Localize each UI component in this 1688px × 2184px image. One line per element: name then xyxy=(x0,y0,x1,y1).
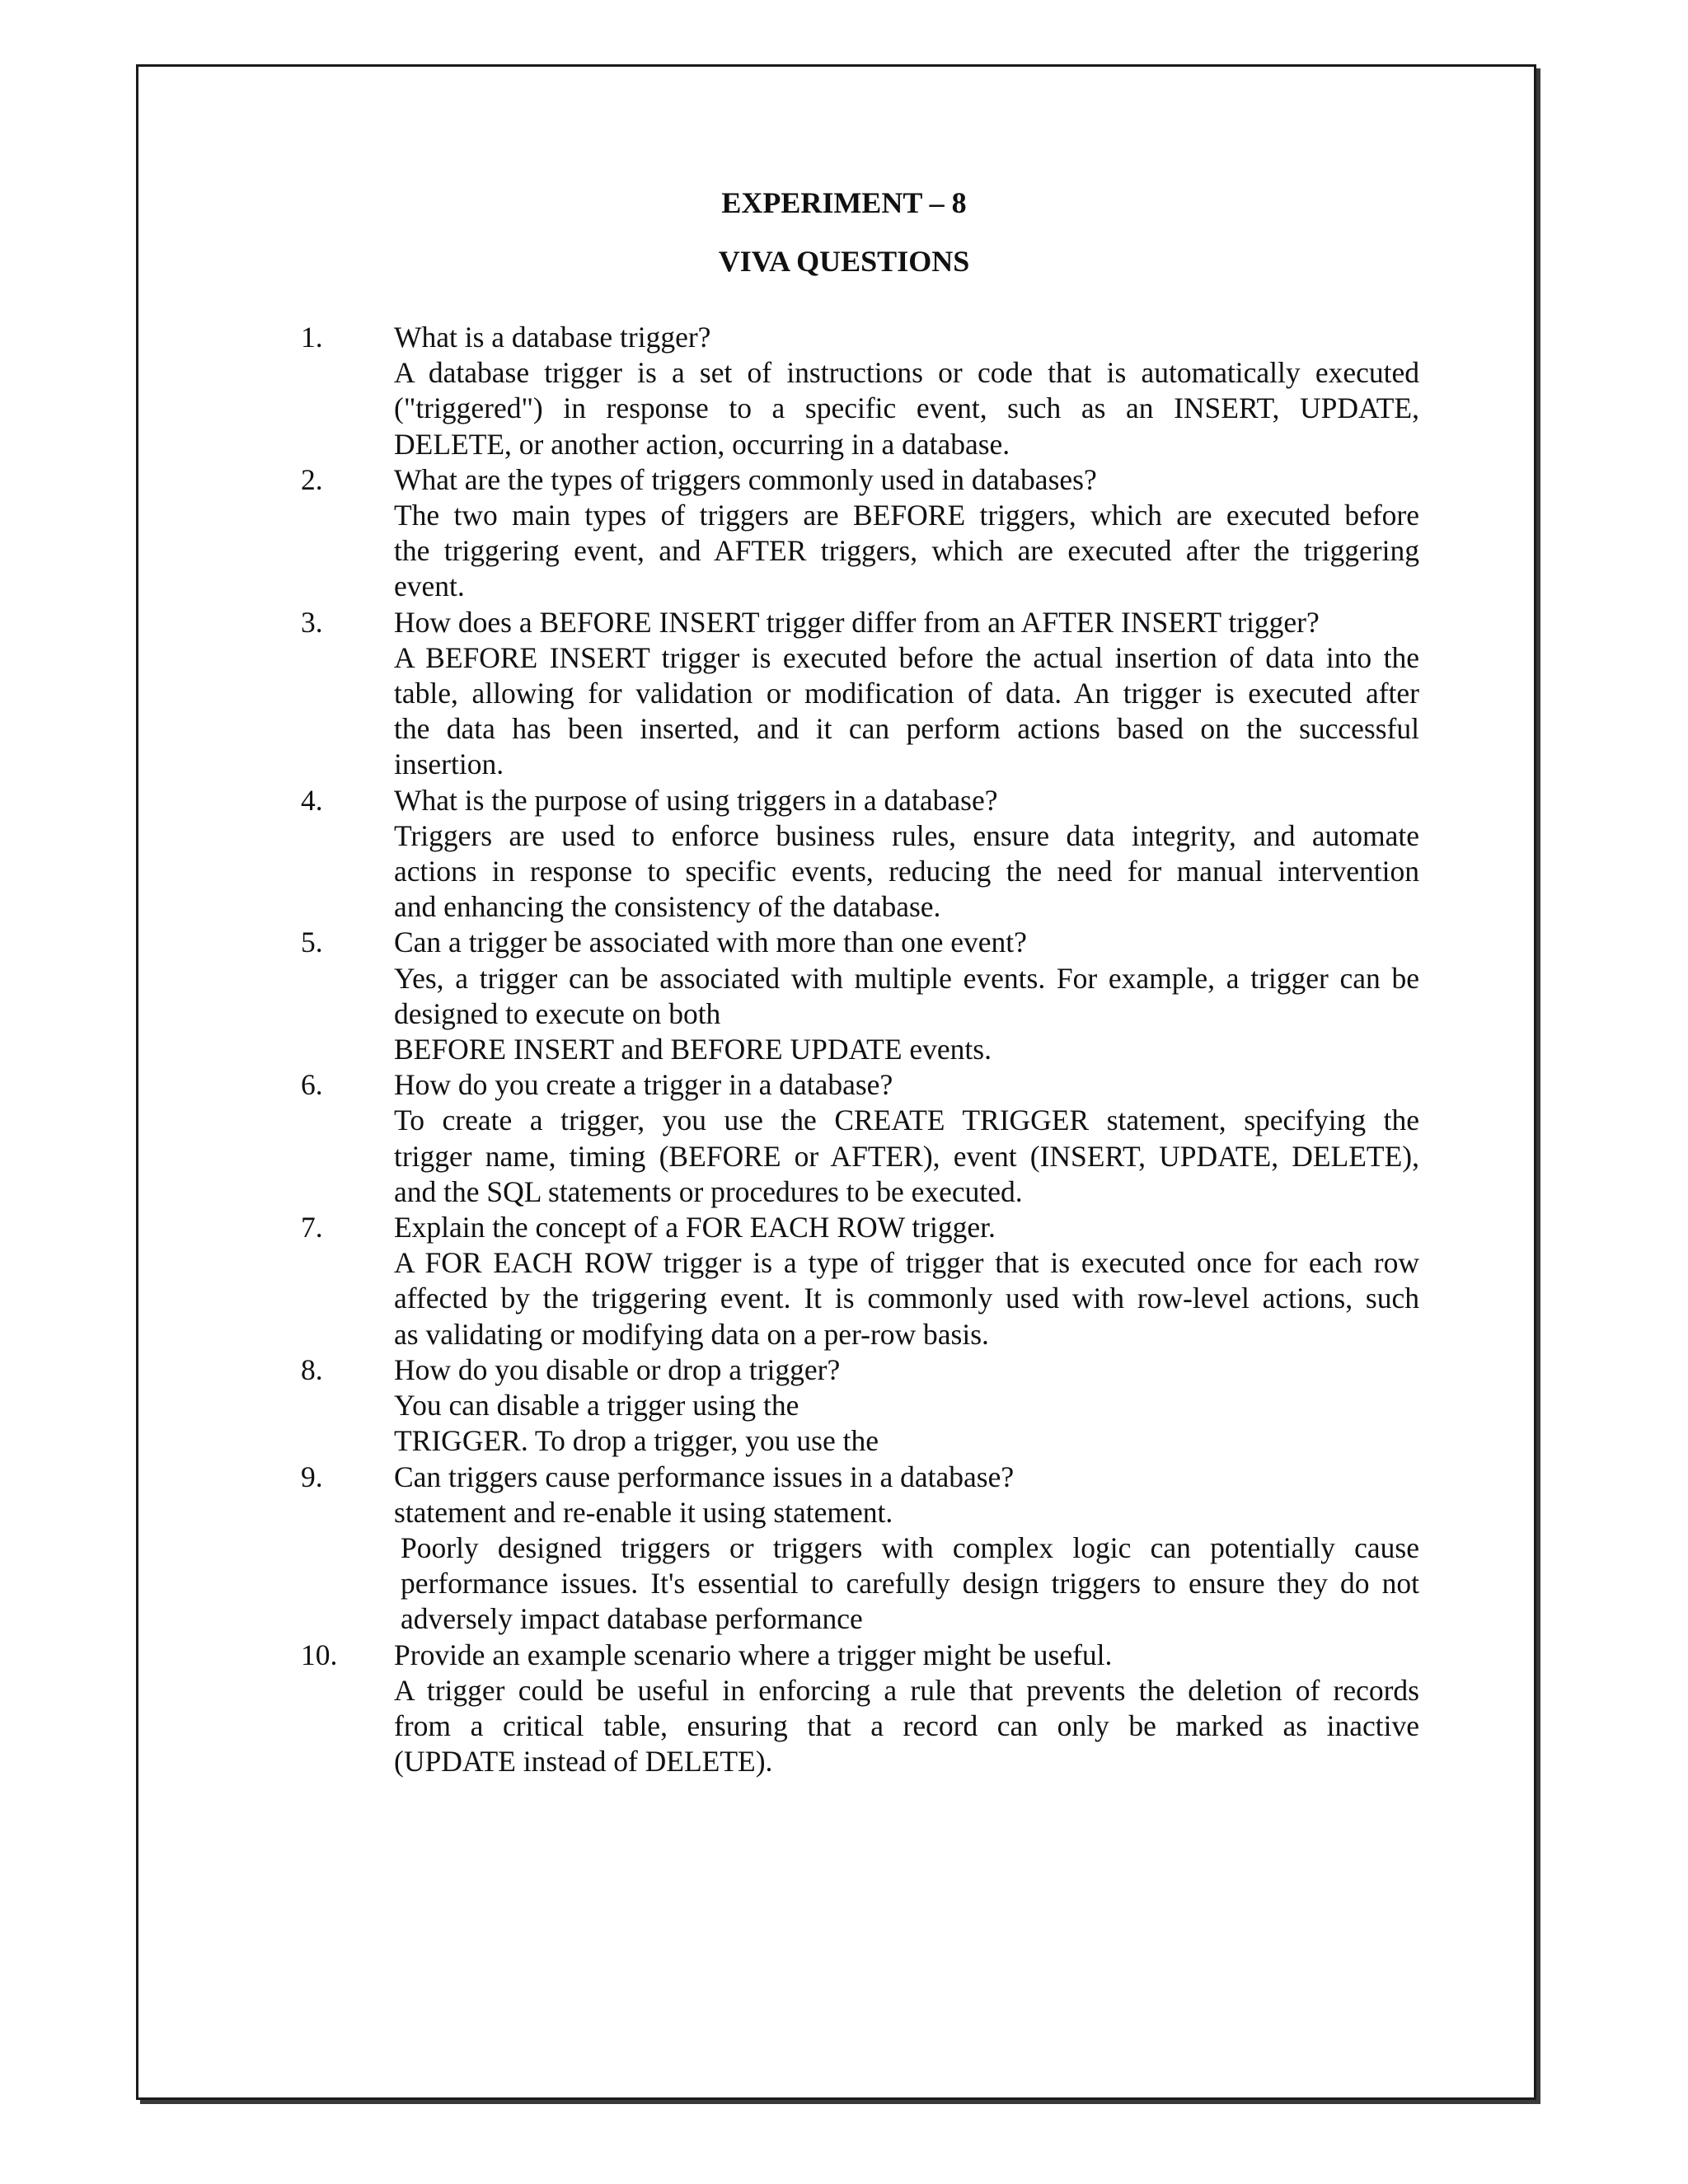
answer-text xyxy=(394,1673,1419,1780)
answer-text xyxy=(394,1103,1419,1210)
question-number: 10. xyxy=(301,1638,338,1671)
question-item-2 xyxy=(0,462,1688,605)
question-text: Can triggers cause performance issues in a database? xyxy=(394,1460,1015,1493)
question-number: 1. xyxy=(301,321,323,354)
answer-line: The two main types of triggers are BEFORE triggers, which are executed before xyxy=(394,499,1419,532)
question-item-1 xyxy=(0,320,1688,462)
answer-line: Poorly designed triggers or triggers with complex logic can potentially cause xyxy=(401,1530,1419,1564)
answer-line: Yes, a trigger can be associated with multiple events. For example, a trigger can be xyxy=(394,961,1419,995)
answer-line: performance issues. It's essential to carefully design triggers to ensure they do not xyxy=(401,1567,1419,1601)
answer-line: Triggers are used to enforce business rules, ensure data integrity, and automate xyxy=(394,818,1419,852)
answer-line: actions in response to specific events, reducing the need for manual intervention xyxy=(394,855,1419,888)
answer-line: insertion. xyxy=(394,748,504,781)
answer-text xyxy=(394,498,1419,605)
answer-line: DELETE, or another action, occurring in a database. xyxy=(394,427,1010,461)
answer-line: statement and re-enable it using statement. xyxy=(394,1495,893,1529)
question-number: 8. xyxy=(301,1352,323,1386)
question-text: Can a trigger be associated with more than one event? xyxy=(394,926,1027,959)
answer-text xyxy=(394,1495,1419,1638)
answer-line: designed to execute on both xyxy=(394,996,721,1030)
answer-text xyxy=(394,1388,1419,1459)
question-number: 2. xyxy=(301,462,323,496)
answer-line: the data has been inserted, and it can perform actions based on the successful xyxy=(394,712,1419,746)
page-subtitle: VIVA QUESTIONS xyxy=(718,245,970,278)
question-text: How do you create a trigger in a database? xyxy=(394,1068,893,1102)
answer-line: TRIGGER. To drop a trigger, you use the xyxy=(394,1424,879,1458)
question-item-6 xyxy=(0,1067,1688,1210)
question-item-8 xyxy=(0,1352,1688,1460)
page-title: EXPERIMENT – 8 xyxy=(721,186,967,219)
question-number: 4. xyxy=(301,783,323,817)
viva-question-list xyxy=(0,320,1688,1779)
question-number: 6. xyxy=(301,1068,323,1102)
answer-line: and the SQL statements or procedures to be executed. xyxy=(394,1174,1023,1208)
answer-line: A FOR EACH ROW trigger is a type of trigger that is executed once for each row xyxy=(394,1246,1419,1280)
question-text: What is the purpose of using triggers in a database? xyxy=(394,783,998,817)
answer-text xyxy=(394,961,1419,1068)
answer-line: A BEFORE INSERT trigger is executed before the actual insertion of data into the xyxy=(394,640,1419,674)
question-item-4 xyxy=(0,783,1688,926)
question-number: 9. xyxy=(301,1460,323,1493)
answer-line: To create a trigger, you use the CREATE TRIGGER statement, specifying the xyxy=(394,1104,1419,1137)
question-number: 5. xyxy=(301,926,323,959)
answer-line: adversely impact database performance xyxy=(401,1602,863,1636)
answer-text xyxy=(394,355,1419,462)
answer-line: affected by the triggering event. It is commonly used with row-level actions, such xyxy=(394,1282,1419,1315)
answer-line: and enhancing the consistency of the database. xyxy=(394,890,941,924)
question-text: How does a BEFORE INSERT trigger differ from an AFTER INSERT trigger? xyxy=(394,605,1320,639)
question-text: Explain the concept of a FOR EACH ROW trigger. xyxy=(394,1211,996,1244)
answer-line: You can disable a trigger using the xyxy=(394,1389,799,1422)
question-item-10 xyxy=(0,1638,1688,1780)
question-number: 7. xyxy=(301,1211,323,1244)
question-text: What is a database trigger? xyxy=(394,321,711,354)
answer-line: A database trigger is a set of instructions or code that is automatically executed xyxy=(394,356,1419,390)
answer-text xyxy=(394,818,1419,926)
answer-text xyxy=(394,1245,1419,1352)
question-text: Provide an example scenario where a trigger might be useful. xyxy=(394,1638,1113,1671)
question-number: 3. xyxy=(301,605,323,639)
question-text: What are the types of triggers commonly used in databases? xyxy=(394,462,1097,496)
answer-line: the triggering event, and AFTER triggers, which are executed after the triggering xyxy=(394,534,1419,568)
question-text: How do you disable or drop a trigger? xyxy=(394,1352,841,1386)
question-item-9 xyxy=(0,1460,1688,1638)
answer-line: as validating or modifying data on a per-row basis. xyxy=(394,1317,989,1351)
answer-line: table, allowing for validation or modification of data. An trigger is executed after xyxy=(394,677,1419,710)
answer-text xyxy=(394,640,1419,783)
answer-line: A trigger could be useful in enforcing a rule that prevents the deletion of records xyxy=(394,1673,1419,1707)
answer-line: ("triggered") in response to a specific event, such as an INSERT, UPDATE, xyxy=(394,391,1419,425)
question-item-5 xyxy=(0,925,1688,1067)
answer-line: event. xyxy=(394,569,465,603)
answer-line: from a critical table, ensuring that a record can only be marked as inactive xyxy=(394,1708,1419,1742)
answer-line: (UPDATE instead of DELETE). xyxy=(394,1745,773,1779)
answer-line: trigger name, timing (BEFORE or AFTER), event (INSERT, UPDATE, DELETE), xyxy=(394,1139,1419,1173)
question-item-3 xyxy=(0,605,1688,783)
answer-line: BEFORE INSERT and BEFORE UPDATE events. xyxy=(394,1033,992,1066)
question-item-7 xyxy=(0,1210,1688,1352)
